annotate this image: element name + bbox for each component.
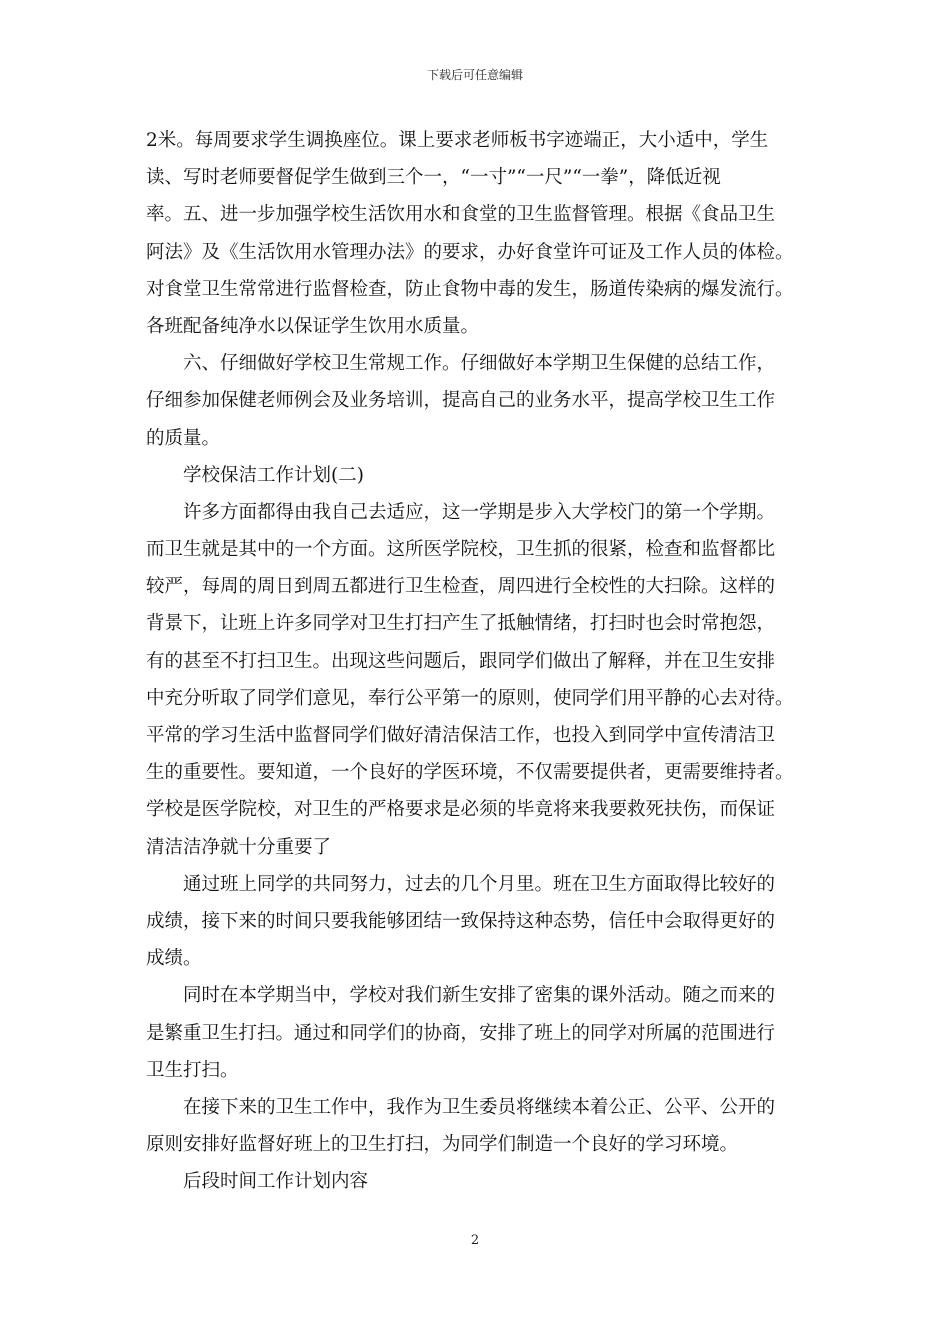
text-line: 率。五、进一步加强学校生活饮用水和食堂的卫生监督管理。根据《食品卫生 [146,204,776,226]
text-line: 对食堂卫生常常进行监督检查，防止食物中毒的发生，肠道传染病的爆发流行。 [146,278,794,300]
text-line: 读、写时老师要督促学生做到三个一，“一寸”“一尺”“一拳”，降低近视 [146,167,721,189]
text-line: 六、仔细做好学校卫生常规工作。仔细做好本学期卫生保健的总结工作， [183,353,776,375]
text-line: 中充分听取了同学们意见，奉行公平第一的原则，使同学们用平静的心去对待。 [146,687,794,709]
text-line: 成绩，接下来的时间只要我能够团结一致保持这种态势，信任中会取得更好的 [146,910,776,932]
text-line: 而卫生就是其中的一个方面。这所医学院校，卫生抓的很紧，检查和监督都比 [146,539,776,561]
text-line: 仔细参加保健老师例会及业务培训，提高自己的业务水平，提高学校卫生工作 [146,390,776,412]
text-line: 较严，每周的周日到周五都进行卫生检查，周四进行全校性的大扫除。这样的 [146,576,776,598]
text-line: 通过班上同学的共同努力，过去的几个月里。班在卫生方面取得比较好的 [183,873,776,895]
page-header: 下载后可任意编辑 [426,68,523,82]
text-line: 卫生打扫。 [146,1059,239,1081]
text-line: 学校保洁工作计划(二) [183,464,364,486]
text-line: 是繁重卫生打扫。通过和同学们的协商，安排了班上的同学对所属的范围进行 [146,1022,776,1044]
text-line: 平常的学习生活中监督同学们做好清洁保洁工作，也投入到同学中宣传清洁卫 [146,725,776,746]
text-line: 清洁洁净就十分重要了 [146,836,332,858]
text-line: 在接下来的卫生工作中，我作为卫生委员将继续本着公正、公平、公开的 [183,1096,776,1118]
text-line: 的质量。 [146,427,221,449]
text-line: 背景下，让班上许多同学对卫生打扫产生了抵触情绪，打扫时也会时常抱怨， [146,613,776,635]
text-line: 生的重要性。要知道，一个良好的学医环境，不仅需要提供者，更需要维持者。 [146,762,794,784]
page-number: 2 [470,1233,480,1248]
text-line: 后段时间工作计划内容 [183,1171,369,1193]
text-line: 2米。每周要求学生调换座位。课上要求老师板书字迹端正，大小适中，学生 [146,130,769,151]
text-line: 各班配备纯净水以保证学生饮用水质量。 [146,315,480,337]
text-line: 许多方面都得由我自己去适应，这一学期是步入大学校门的第一个学期。 [183,501,776,523]
text-line: 学校是医学院校，对卫生的严格要求是必须的毕竟将来我要救死扶伤，而保证 [146,799,776,821]
text-line: 同时在本学期当中，学校对我们新生安排了密集的课外活动。随之而来的 [183,985,776,1007]
text-line: 阿法》及《生活饮用水管理办法》的要求，办好食堂许可证及工作人员的体检。 [146,241,794,263]
text-line: 成绩。 [146,948,202,970]
text-line: 有的甚至不打扫卫生。出现这些问题后，跟同学们做出了解释，并在卫生安排 [146,650,776,672]
text-line: 原则安排好监督好班上的卫生打扫，为同学们制造一个良好的学习环境。 [146,1134,739,1156]
document-body [146,122,812,1200]
